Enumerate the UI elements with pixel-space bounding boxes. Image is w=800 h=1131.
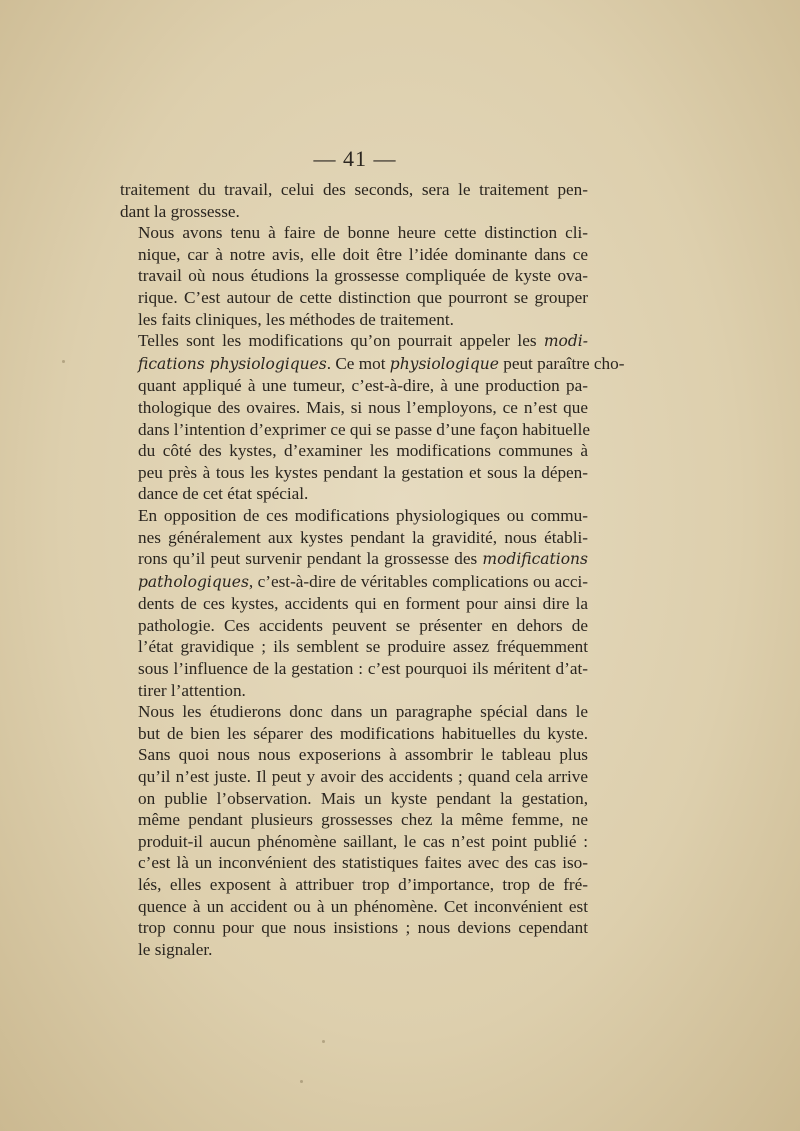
paper-speck: [300, 1080, 303, 1083]
text-line: [120, 179, 588, 201]
text-line: [120, 375, 588, 397]
text-segment: dance de cet état spécial.: [138, 484, 309, 504]
text-segment: lés, elles exposent à attribuer trop d’importance, trop de fré-: [138, 875, 588, 894]
italic-text: fications physiologiques: [138, 354, 327, 373]
paragraph: [120, 505, 588, 701]
text-segment: tirer l’attention.: [138, 680, 246, 700]
text-line: [120, 505, 588, 527]
text-segment: nique, car à notre avis, elle doit être l’idée dominante dans ce: [138, 244, 588, 264]
text-segment: dant la grossesse.: [120, 201, 240, 221]
text-line: [120, 896, 588, 918]
text-line: [120, 353, 625, 376]
text-line: [120, 571, 588, 594]
text-line: [120, 265, 588, 287]
text-line: [120, 201, 588, 223]
italic-text: modifications: [482, 550, 588, 569]
text-line: [120, 788, 588, 810]
text-line: [120, 809, 588, 831]
text-line: [120, 397, 588, 419]
text-segment: dans l’intention d’exprimer ce qui se passe d’une façon habituelle: [138, 419, 590, 439]
page-number: — 41 —: [313, 146, 397, 171]
body-text: [120, 179, 625, 960]
paragraph: [120, 179, 588, 222]
text-segment: quant appliqué à une tumeur, c’est-à-dire, à une production pa-: [138, 376, 588, 396]
text-line: [120, 917, 588, 939]
text-segment: peu près à tous les kystes pendant la gestation et sous la dépen-: [138, 462, 588, 482]
text-line: [120, 222, 588, 244]
text-segment: nes généralement aux kystes pendant la gravidité, nous établi-: [138, 527, 588, 547]
text-segment: les faits cliniques, les méthodes de traitement.: [138, 309, 454, 329]
paragraph: [120, 222, 588, 330]
text-segment: Sans quoi nous nous exposerions à assombrir le tableau plus: [138, 745, 588, 765]
text-line: [120, 766, 588, 788]
text-line: [120, 244, 588, 266]
italic-text: pathologiques: [138, 572, 249, 591]
text-line: [120, 831, 588, 853]
paper-speck: [322, 1040, 325, 1043]
text-line: [120, 440, 588, 462]
text-segment: traitement du travail, celui des seconds, sera le traitement pen-: [120, 180, 588, 199]
text-line: [120, 874, 588, 896]
text-segment: l’état gravidique ; ils semblent se produire assez fréquemment: [138, 637, 588, 657]
italic-text: modi-: [543, 332, 588, 351]
text-line: [120, 527, 588, 549]
text-line: [120, 723, 588, 745]
text-line: [120, 680, 588, 702]
italic-text: physiologique: [389, 354, 499, 373]
text-segment: , c’est-à-dire de véritables complications ou acci-: [248, 571, 588, 591]
text-line: [120, 462, 588, 484]
text-segment: du côté des kystes, d’examiner les modifications communes à: [138, 441, 588, 461]
text-segment: même pendant plusieurs grossesses chez la même femme, ne: [138, 810, 588, 830]
text-line: [120, 852, 588, 874]
text-line: [120, 330, 588, 353]
text-segment: rons qu’il peut survenir pendant la grossesse des: [138, 549, 483, 569]
text-line: [120, 744, 588, 766]
text-segment: Nous avons tenu à faire de bonne heure cette distinction cli-: [138, 223, 588, 243]
text-line: [120, 636, 588, 658]
text-segment: rique. C’est autour de cette distinction que pourront se grouper: [138, 287, 588, 307]
text-segment: dents de ces kystes, accidents qui en forment pour ainsi dire la: [138, 594, 588, 614]
text-line: [120, 615, 588, 637]
text-segment: trop connu pour que nous insistions ; nous devions cependant: [138, 918, 588, 938]
text-line: [120, 548, 588, 571]
text-segment: le signaler.: [138, 939, 213, 959]
text-segment: qu’il n’est juste. Il peut y avoir des accidents ; quand cela arrive: [138, 767, 588, 787]
text-segment: Nous les étudierons donc dans un paragraphe spécial dans le: [138, 702, 588, 722]
text-line: [120, 701, 588, 723]
text-segment: Telles sont les modifications qu’on pourrait appeler les: [138, 331, 544, 351]
text-segment: on publie l’observation. Mais un kyste pendant la gestation,: [138, 788, 588, 808]
text-segment: En opposition de ces modifications physiologiques ou commu-: [138, 505, 588, 525]
text-line: [120, 483, 588, 505]
text-segment: c’est là un inconvénient des statistiques faites avec des cas iso-: [138, 853, 588, 873]
text-segment: . Ce mot: [326, 353, 390, 373]
text-segment: sous l’influence de la gestation : c’est pourquoi ils méritent d’at-: [138, 659, 588, 679]
text-segment: produit-il aucun phénomène saillant, le cas n’est point publié :: [138, 831, 588, 851]
text-segment: pathologie. Ces accidents peuvent se présenter en dehors de: [138, 615, 588, 635]
text-line: [120, 309, 588, 331]
text-line: [120, 287, 588, 309]
text-line: [120, 939, 588, 961]
text-segment: thologique des ovaires. Mais, si nous l’employons, ce n’est que: [138, 397, 588, 417]
paper-speck: [62, 360, 65, 363]
text-segment: quence à un accident ou à un phénomène. Cet inconvénient est: [138, 896, 588, 916]
text-line: [120, 419, 588, 441]
text-line: [120, 593, 588, 615]
text-segment: peut paraître cho-: [498, 353, 625, 373]
text-segment: but de bien les séparer des modifications habituelles du kyste.: [138, 723, 588, 743]
text-line: [120, 658, 588, 680]
paragraph: [120, 701, 588, 960]
text-segment: travail où nous étudions la grossesse compliquée de kyste ova-: [138, 266, 588, 286]
paragraph: [120, 330, 625, 505]
